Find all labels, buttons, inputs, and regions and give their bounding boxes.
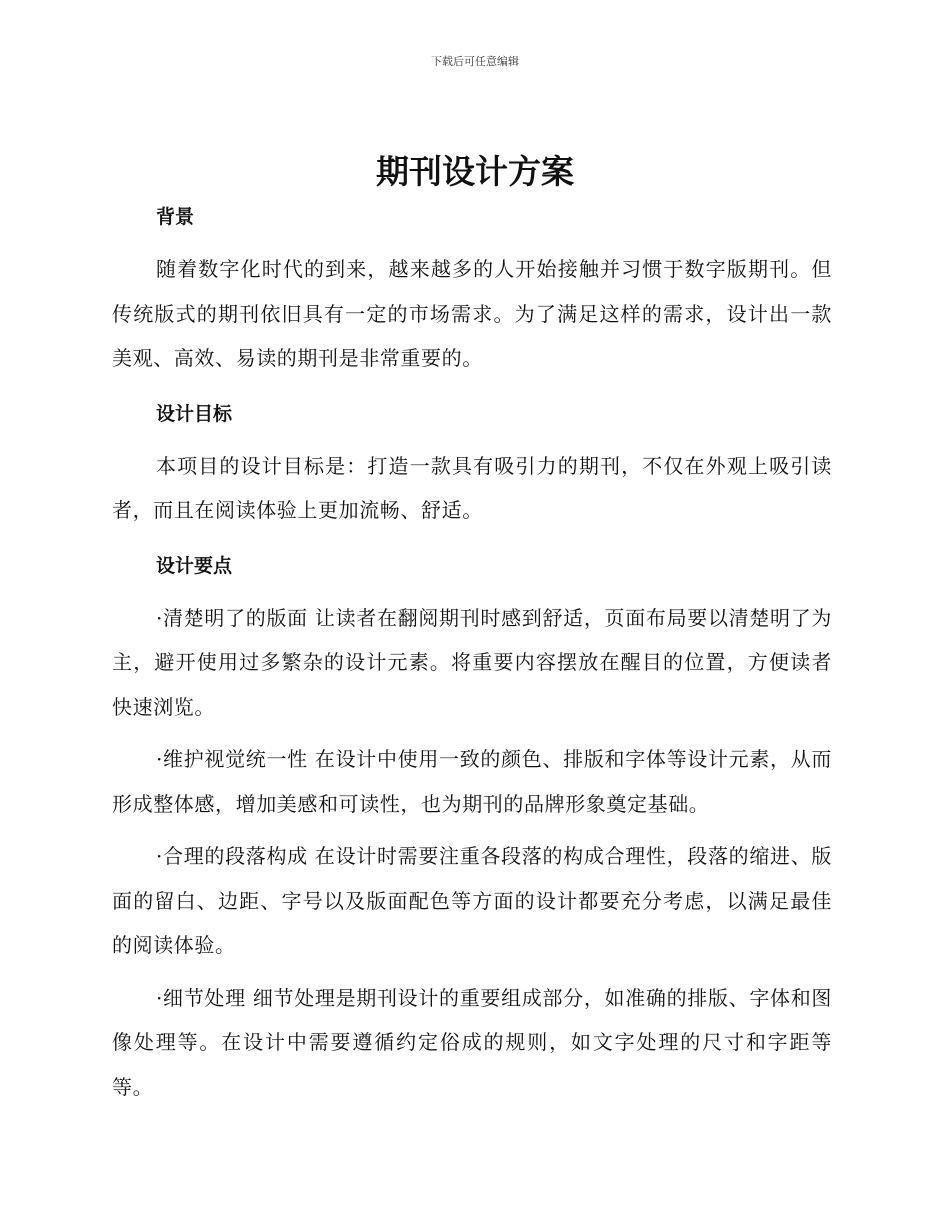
goal-paragraph: 本项目的设计目标是：打造一款具有吸引力的期刊，不仅在外观上吸引读者，而且在阅读体验上更加流畅、舒适。 xyxy=(112,453,832,522)
bullet-mark: · xyxy=(156,605,163,630)
design-point xyxy=(112,737,832,826)
design-point-text: 细节处理是期刊设计的重要组成部分，如准确的排版、字体和图像处理等。在设计中需要遵循约定俗成的规则，如文字处理的尺寸和字距等等。 xyxy=(112,985,832,1099)
section-heading-points: 设计要点 xyxy=(156,554,233,577)
design-point-text: 在设计时需要注重各段落的构成合理性，段落的缩进、版面的留白、边距、字号以及版面配色等方面的设计都要充分考虑，以满足最佳的阅读体验。 xyxy=(112,844,833,957)
bullet-mark: · xyxy=(156,844,163,868)
bullet-mark: · xyxy=(156,985,163,1010)
design-point-title: 维护视觉统一性 xyxy=(162,747,308,771)
design-point xyxy=(112,596,832,730)
section-heading-goal: 设计目标 xyxy=(156,402,233,425)
document-body xyxy=(112,202,832,1109)
header-note: 下载后可任意编辑 xyxy=(431,55,519,68)
design-point-text: 让读者在翻阅期刊时感到舒适，页面布局要以清楚明了为主，避开使用过多繁杂的设计元素。将重要内容摆放在醒目的位置，方便读者快速浏览。 xyxy=(112,605,833,719)
design-point xyxy=(112,834,832,968)
bullet-mark: · xyxy=(156,747,163,771)
document-title: 期刊设计方案 xyxy=(376,152,574,191)
design-point-title: 细节处理 xyxy=(162,985,246,1010)
design-point xyxy=(112,976,832,1110)
design-point-text: 在设计中使用一致的颜色、排版和字体等设计元素，从而形成整体感，增加美感和可读性，也为期刊的品牌形象奠定基础。 xyxy=(112,747,833,816)
design-point-title: 清楚明了的版面 xyxy=(162,605,308,630)
section-heading-background: 背景 xyxy=(156,206,195,228)
design-point-title: 合理的段落构成 xyxy=(162,844,308,868)
background-paragraph: 随着数字化时代的到来，越来越多的人开始接触并习惯于数字版期刊。但传统版式的期刊依旧具有一定的市场需求。为了满足这样的需求，设计出一款美观、高效、易读的期刊是非常重要的。 xyxy=(112,257,832,370)
